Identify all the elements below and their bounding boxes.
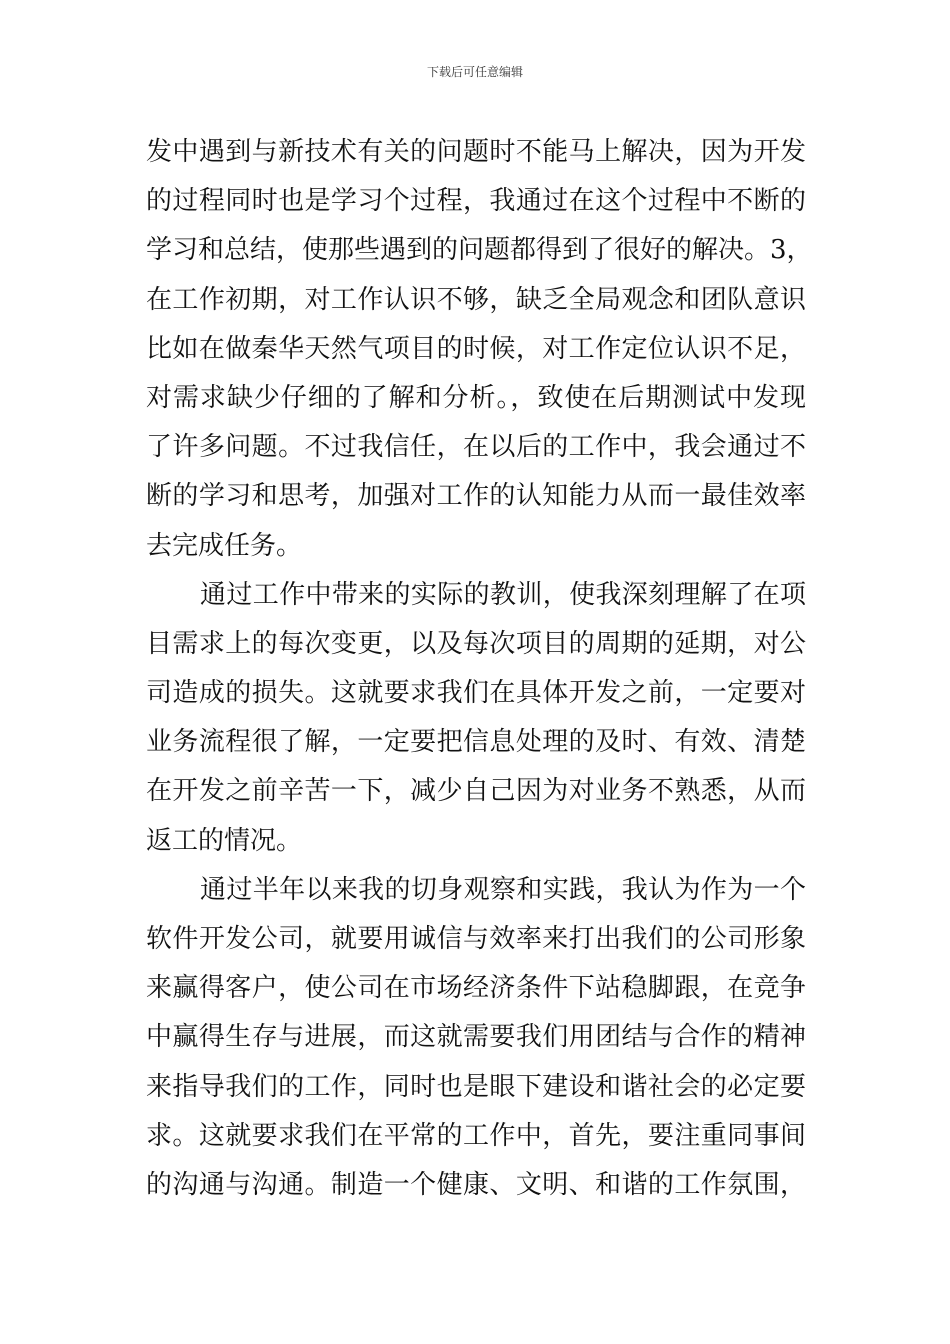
text-line: 的过程同时也是学习个过程，我通过在这个过程中不断的 <box>146 186 806 217</box>
paragraph-3 <box>146 866 806 1210</box>
text-line: 业务流程很了解，一定要把信息处理的及时、有效、清楚 <box>146 727 806 758</box>
text-line: 求。这就要求我们在平常的工作中，首先，要注重同事间 <box>146 1120 806 1151</box>
text-line: 目需求上的每次变更，以及每次项目的周期的延期，对公 <box>146 628 806 659</box>
text-line: 司造成的损失。这就要求我们在具体开发之前，一定要对 <box>146 678 806 709</box>
document-body <box>146 128 813 1210</box>
text-line: 通过工作中带来的实际的教训，使我深刻理解了在项 <box>200 579 806 610</box>
text-line: 的沟通与沟通。制造一个健康、文明、和谐的工作氛围， <box>146 1169 806 1200</box>
text-line: 学习和总结，使那些遇到的问题都得到了很好的解决。3， <box>146 235 813 266</box>
text-line: 断的学习和思考，加强对工作的认知能力从而一最佳效率 <box>146 481 806 512</box>
text-line: 比如在做秦华天然气项目的时候，对工作定位认识不足， <box>146 333 806 364</box>
text-line: 发中遇到与新技术有关的问题时不能马上解决，因为开发 <box>146 137 806 167</box>
text-line: 来指导我们的工作，同时也是眼下建设和谐社会的必定要 <box>146 1071 806 1102</box>
text-line: 在开发之前辛苦一下，减少自己因为对业务不熟悉，从而 <box>146 776 806 807</box>
text-line: 去完成任务。 <box>146 530 303 561</box>
page-header: 下载后可任意编辑 <box>426 65 523 79</box>
text-line: 软件开发公司，就要用诚信与效率来打出我们的公司形象 <box>146 924 806 954</box>
text-line: 在工作初期，对工作认识不够，缺乏全局观念和团队意识 <box>146 284 806 315</box>
text-line: 通过半年以来我的切身观察和实践，我认为作为一个 <box>200 874 806 905</box>
text-line: 中赢得生存与进展，而这就需要我们用团结与合作的精神 <box>146 1022 806 1053</box>
text-line: 来赢得客户，使公司在市场经济条件下站稳脚跟，在竞争 <box>146 973 806 1004</box>
text-line: 返工的情况。 <box>146 825 303 856</box>
paragraph-1 <box>146 128 813 571</box>
paragraph-2 <box>146 571 806 866</box>
text-line: 了许多问题。不过我信任，在以后的工作中，我会通过不 <box>146 432 806 463</box>
text-line: 对需求缺少仔细的了解和分析。，致使在后期测试中发现 <box>146 382 806 413</box>
